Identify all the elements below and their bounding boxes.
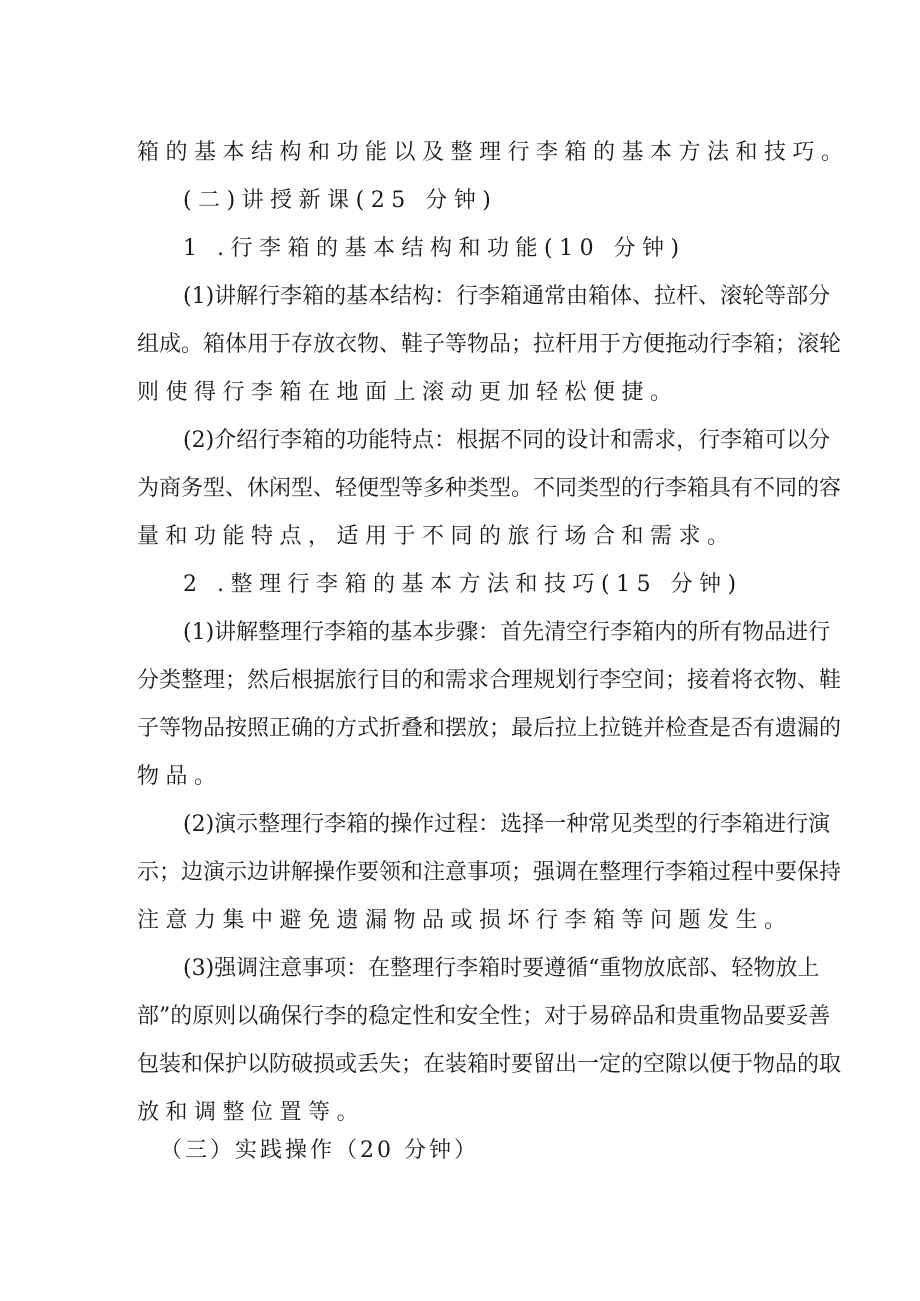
section-heading: （三）实践操作（20 分钟） bbox=[160, 1138, 479, 1163]
paragraph-line: 放和调整位置等。 bbox=[137, 1100, 366, 1125]
paragraph-line: 示；边演示边讲解操作要领和注意事项；强调在整理行李箱过程中要保持 bbox=[137, 860, 842, 885]
paragraph-line: 组成。箱体用于存放衣物、鞋子等物品；拉杆用于方便拖动行李箱；滚轮 bbox=[137, 332, 842, 357]
paragraph-line: 分类整理；然后根据旅行目的和需求合理规划行李空间；接着将衣物、鞋 bbox=[137, 668, 842, 693]
paragraph-line: 注意力集中避免遗漏物品或损坏行李箱等问题发生。 bbox=[137, 908, 793, 933]
paragraph-line: (2)演示整理行李箱的操作过程：选择一种常见类型的行李箱进行演 bbox=[183, 812, 831, 837]
paragraph-line: 子等物品按照正确的方式折叠和摆放；最后拉上拉链并检查是否有遗漏的 bbox=[137, 716, 842, 741]
paragraph-line: (3)强调注意事项：在整理行李箱时要遵循“重物放底部、轻物放上 bbox=[183, 956, 820, 981]
paragraph-line: 包装和保护以防破损或丢失；在装箱时要留出一定的空隙以便于物品的取 bbox=[137, 1052, 842, 1077]
subsection-heading: 2 .整理行李箱的基本方法和技巧(15 分钟) bbox=[183, 572, 743, 597]
paragraph-line: (1)讲解整理行李箱的基本步骤：首先清空行李箱内的所有物品进行 bbox=[183, 620, 831, 645]
paragraph-line: (2)介绍行李箱的功能特点：根据不同的设计和需求，行李箱可以分 bbox=[183, 428, 831, 453]
paragraph-line: 则使得行李箱在地面上滚动更加轻松便捷。 bbox=[137, 380, 679, 405]
paragraph-line: 箱的基本结构和功能以及整理行李箱的基本方法和技巧。 bbox=[137, 140, 850, 165]
paragraph-line: 物品。 bbox=[137, 764, 223, 789]
section-heading: (二)讲授新课(25 分钟) bbox=[183, 188, 498, 213]
paragraph-line: 为商务型、休闲型、轻便型等多种类型。不同类型的行李箱具有不同的容 bbox=[137, 476, 842, 501]
paragraph-line: 量和功能特点，适用于不同的旅行场合和需求。 bbox=[137, 524, 736, 549]
paragraph-line: 部”的原则以确保行李的稳定性和安全性；对于易碎品和贵重物品要妥善 bbox=[137, 1004, 831, 1029]
paragraph-line: (1)讲解行李箱的基本结构：行李箱通常由箱体、拉杆、滚轮等部分 bbox=[183, 284, 831, 309]
subsection-heading: 1 .行李箱的基本结构和功能(10 分钟) bbox=[183, 236, 686, 261]
